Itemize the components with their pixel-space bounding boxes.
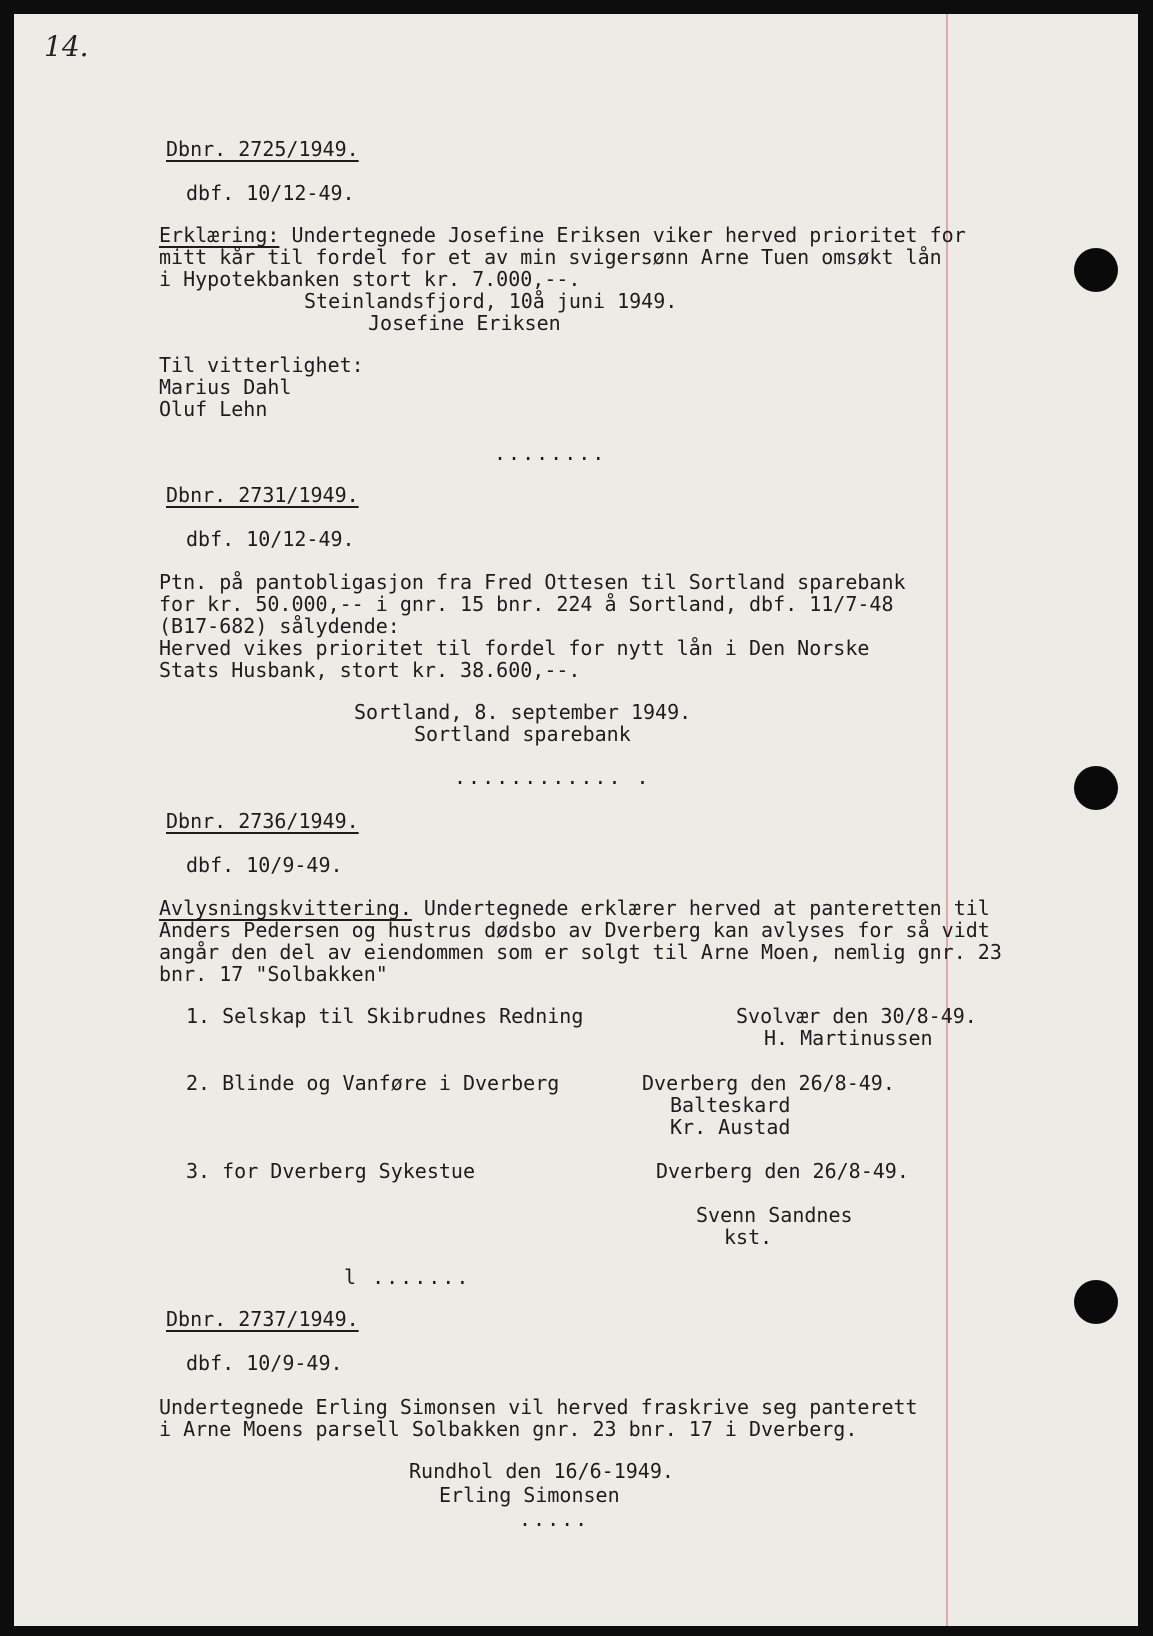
creditor-name: 3. for Dverberg Sykestue: [186, 1159, 475, 1183]
entry-body-line-1: Undertegnede Erling Simonsen vil herved fraskrive seg panterett: [159, 1395, 918, 1419]
entry-body-line-2: for kr. 50.000,-- i gnr. 15 bnr. 224 å Sortland, dbf. 11/7-48: [159, 592, 894, 616]
creditor-signer: Kr. Austad: [670, 1115, 791, 1139]
entry-body-line-3: angår den del av eiendommen som er solgt til Arne Moen, nemlig gnr. 23: [159, 940, 1002, 964]
entry-date: dbf. 10/9-49.: [186, 853, 343, 877]
entry-body-line-1: Ptn. på pantobligasjon fra Fred Ottesen til Sortland sparebank: [159, 570, 906, 594]
creditor-place-date: Dverberg den 26/8-49.: [642, 1071, 895, 1095]
entry-body-line-4: Herved vikes prioritet til fordel for nytt lån i Den Norske: [159, 636, 870, 660]
page-number: 14.: [44, 30, 89, 63]
separator-dots: ............ .: [454, 765, 651, 789]
separator-dots: .....: [519, 1507, 590, 1531]
entry-label: Erklæring:: [159, 223, 280, 247]
entry-body-line-4: bnr. 17 "Solbakken": [159, 962, 388, 986]
creditor-signer: Svenn Sandnes: [696, 1203, 853, 1227]
red-margin-line: [946, 14, 948, 1626]
entry-place-date: Steinlandsfjord, 10å juni 1949.: [304, 289, 678, 313]
creditor-name: 2. Blinde og Vanføre i Dverberg: [186, 1071, 560, 1095]
creditor-name: 1. Selskap til Skibrudnes Redning: [186, 1004, 584, 1028]
entry-place-date: Sortland, 8. september 1949.: [354, 700, 692, 724]
entry-signature: Josefine Eriksen: [368, 311, 561, 335]
punch-hole-top: [1074, 248, 1118, 292]
entry-label: Avlysningskvittering.: [159, 896, 412, 920]
entry-date: dbf. 10/12-49.: [186, 527, 355, 551]
entry-body-line-2: Anders Pedersen og hustrus dødsbo av Dverberg kan avlyses for så vidt: [159, 918, 990, 942]
entry-date: dbf. 10/9-49.: [186, 1351, 343, 1375]
entry-body-line-2: mitt kår til fordel for et av min svigersønn Arne Tuen omsøkt lån: [159, 245, 942, 269]
entry-signature: Erling Simonsen: [439, 1483, 620, 1507]
creditor-place-date: Svolvær den 30/8-49.: [736, 1004, 977, 1028]
entry-body-line-3: i Hypotekbanken stort kr. 7.000,--.: [159, 267, 581, 291]
entry-header: Dbnr. 2725/1949.: [166, 137, 359, 161]
entry-header: Dbnr. 2731/1949.: [166, 483, 359, 507]
punch-hole-middle: [1074, 766, 1118, 810]
creditor-signer: kst.: [724, 1225, 773, 1249]
entry-body-line-3: (B17-682) sålydende:: [159, 614, 400, 638]
entry-body-line-2: i Arne Moens parsell Solbakken gnr. 23 bnr. 17 i Dverberg.: [159, 1417, 858, 1441]
entry-signature: Sortland sparebank: [414, 722, 631, 746]
entry-body-line-5: Stats Husbank, stort kr. 38.600,--.: [159, 658, 581, 682]
witness-heading: Til vitterlighet:: [159, 353, 364, 377]
entry-header: Dbnr. 2736/1949.: [166, 809, 359, 833]
separator-dots: l .......: [344, 1265, 471, 1289]
punch-hole-bottom: [1074, 1280, 1118, 1324]
witness-name: Marius Dahl: [159, 375, 292, 399]
document-page: [14, 14, 1138, 1626]
entry-date: dbf. 10/12-49.: [186, 181, 355, 205]
witness-name: Oluf Lehn: [159, 397, 268, 421]
entry-body-line-1: Avlysningskvittering. Undertegnede erklærer herved at panteretten til: [159, 896, 990, 920]
entry-body-line-1: Erklæring: Undertegnede Josefine Eriksen viker herved prioritet for: [159, 223, 966, 247]
creditor-signer: Balteskard: [670, 1093, 791, 1117]
entry-header: Dbnr. 2737/1949.: [166, 1307, 359, 1331]
entry-place-date: Rundhol den 16/6-1949.: [409, 1459, 674, 1483]
separator-dots: ........: [494, 441, 607, 465]
creditor-signer: H. Martinussen: [764, 1026, 933, 1050]
creditor-place-date: Dverberg den 26/8-49.: [656, 1159, 909, 1183]
